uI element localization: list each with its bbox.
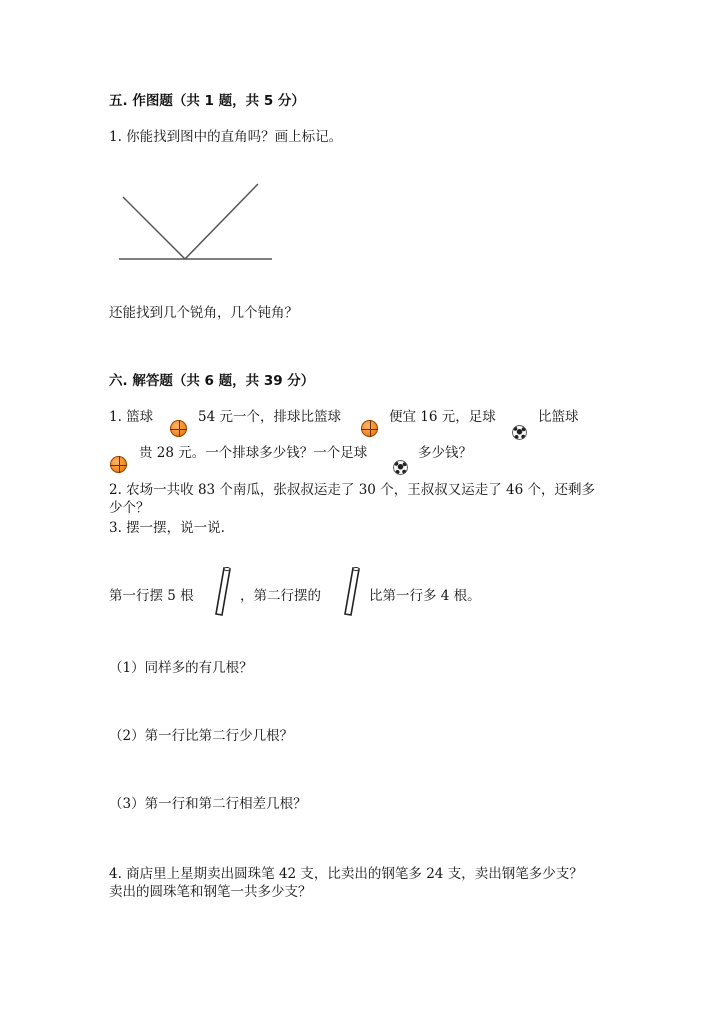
left-ray-line (123, 197, 185, 259)
q1-text-part-6: 多少钱？ (418, 445, 472, 461)
section5-followup: 还能找到几个锐角，几个钝角？ (109, 305, 298, 321)
q4-line-1: 4. 商店里上星期卖出圆珠笔 42 支，比卖出的钢笔多 24 支，卖出钢笔多少支？ (109, 866, 583, 882)
basketball-icon (110, 456, 127, 473)
q1-text-part-5: 贵 28 元。一个排球多少钱？一个足球 (139, 445, 368, 461)
q1-text-part-2: 54 元一个，排球比篮球 (198, 409, 341, 425)
section5-heading: 五. 作图题（共 1 题，共 5 分） (109, 93, 305, 109)
q1-text-part-4: 比篮球 (538, 409, 579, 425)
q3-sub-question-3: （3）第一行和第二行相差几根？ (109, 796, 307, 812)
stick-icon (213, 566, 233, 618)
right-ray-line (185, 184, 258, 259)
angle-figure (110, 175, 280, 270)
q3-row-text-1: 第一行摆 5 根 (109, 588, 194, 604)
q1-text-part-1: 1. 篮球 (109, 409, 154, 425)
q2-line-1: 2. 农场一共收 83 个南瓜，张叔叔运走了 30 个，王叔叔又运走了 46 个，还剩多 (109, 482, 595, 498)
basketball-icon (170, 420, 187, 437)
soccer-ball-icon (393, 460, 408, 475)
q4-line-2: 卖出的圆珠笔和钢笔一共多少支？ (109, 884, 312, 900)
q3-title: 3. 摆一摆，说一说. (109, 520, 225, 536)
q3-row-text-2: ，第二行摆的 (240, 588, 321, 604)
q2-line-2: 少个？ (109, 500, 150, 516)
q3-sub-question-1: （1）同样多的有几根？ (109, 660, 253, 676)
q1-text-part-3: 便宜 16 元，足球 (389, 409, 496, 425)
q3-row-text-3: 比第一行多 4 根。 (369, 588, 481, 604)
section6-heading: 六. 解答题（共 6 题，共 39 分） (109, 373, 315, 389)
stick-icon (342, 566, 362, 618)
basketball-icon (361, 420, 378, 437)
section5-question-1: 1. 你能找到图中的直角吗？画上标记。 (109, 129, 343, 145)
soccer-ball-icon (512, 425, 527, 440)
q3-sub-question-2: （2）第一行比第二行少几根？ (109, 728, 294, 744)
